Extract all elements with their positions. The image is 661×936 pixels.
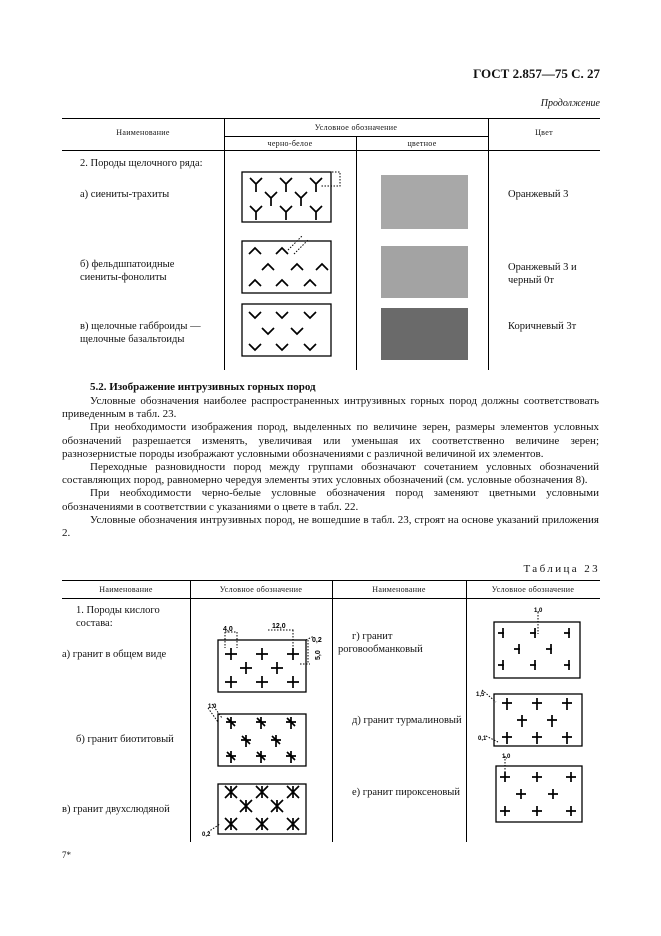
paragraph-3: Переходные разновидности пород между группами обозначают сочетанием условных обозначений составляющих пород, равномерно чередуя элементы этих условных обозначений (см. условные обозначения 8). bbox=[62, 461, 599, 487]
symbol-alkaline-gabbroid bbox=[236, 300, 336, 360]
section-body bbox=[62, 395, 599, 540]
dim-4-0: 4,0 bbox=[223, 626, 233, 633]
symbol-granite-hornblende bbox=[488, 604, 584, 682]
row-name-syenite: а) сиениты-трахиты bbox=[80, 189, 170, 200]
dim-1-0-d: 1,0 bbox=[534, 608, 543, 614]
symbol-granite-tourmaline bbox=[474, 686, 586, 752]
t23-row-granite-pyroxene: е) гранит пироксеновый bbox=[352, 787, 460, 798]
paragraph-5: Условные обозначения интрузивных пород, не вошедшие в табл. 23, строят на основе указаний приложения 2. bbox=[62, 513, 599, 540]
dim-1-0-f: 1,0 bbox=[502, 754, 511, 760]
group-title: 2. Породы щелочного ряда: bbox=[80, 158, 203, 169]
symbol-syenite-trachyte bbox=[236, 166, 348, 226]
dim-5-0: 5,0 bbox=[315, 650, 322, 660]
symbol-granite-pyroxene bbox=[490, 752, 586, 824]
row-name-gabbroid: в) щелочные габброиды — щелочные базальтоиды bbox=[80, 321, 201, 345]
t23-col-symbol-left: Условное обозначение bbox=[219, 585, 303, 594]
dim-1-0-b: 1,0 bbox=[208, 704, 217, 710]
color-name-phonolite: Оранжевый 3 и черный 0т bbox=[508, 262, 577, 286]
dim-1-5: 1,5 bbox=[476, 692, 485, 698]
t23-col-symbol-right: Условное обозначение bbox=[491, 585, 575, 594]
dim-0-2-c: 0,2 bbox=[202, 832, 211, 838]
t23-col-name-right: Наименование bbox=[372, 585, 426, 594]
paragraph-2: При необходимости изображения пород, выделенных по величине зерен, размеры элементов условных обозначений разрешается изменять, увеличивая или уменьшая их соответственно величине зерен; разнозернистые породы изображают условными обозначениями с различной величиной их элементов. bbox=[62, 421, 599, 460]
t23-row-granite-two-mica: в) гранит двухслюдяной bbox=[62, 804, 170, 815]
t23-col-name-left: Наименование bbox=[99, 585, 153, 594]
t23-row-granite-biotite: б) гранит биотитовый bbox=[76, 734, 174, 745]
t23-group-title: 1. Породы кислого состава: bbox=[76, 605, 160, 629]
symbol-granite-two-mica bbox=[200, 776, 312, 838]
col-header-bw: черно-белое bbox=[267, 139, 313, 148]
footer-mark: 7* bbox=[62, 850, 71, 860]
paragraph-1: Условные обозначения наиболее распространенных интрузивных горных пород должны соответствовать приведенным в табл. 23. bbox=[62, 395, 599, 421]
row-name-phonolite: б) фельдшпатоидные сиениты-фонолиты bbox=[80, 259, 175, 283]
col-header-color: Цвет bbox=[535, 128, 553, 137]
symbol-granite-general bbox=[200, 618, 328, 694]
swatch-gabbroid bbox=[381, 308, 468, 360]
t23-row-granite-hornblende: г) гранит роговообманковый bbox=[338, 631, 423, 655]
dim-0-1: 0,1 bbox=[478, 736, 487, 742]
swatch-phonolite bbox=[381, 246, 468, 298]
color-name-syenite: Оранжевый 3 bbox=[508, 189, 569, 200]
section-heading: 5.2. Изображение интрузивных горных пород bbox=[90, 381, 316, 393]
col-header-colored: цветное bbox=[407, 139, 437, 148]
t23-row-granite-general: а) гранит в общем виде bbox=[62, 649, 167, 660]
table-caption: Таблица 23 bbox=[523, 563, 600, 575]
t23-row-granite-tourmaline: д) гранит турмалиновый bbox=[352, 715, 462, 726]
color-name-gabbroid: Коричневый 3т bbox=[508, 321, 577, 332]
continuation-label: Продолжение bbox=[540, 98, 600, 109]
dim-0-2-a: 0,2 bbox=[312, 637, 322, 644]
paragraph-4: При необходимости черно-белые условные обозначения пород заменяют цветными условными обозначениями в соответствии с указаниями о цвете в табл. 22. bbox=[62, 487, 599, 513]
page-title: ГОСТ 2.857—75 С. 27 bbox=[473, 66, 600, 81]
col-header-symbol: Условное обозначение bbox=[314, 123, 398, 132]
col-header-name: Наименование bbox=[116, 128, 170, 137]
swatch-syenite bbox=[381, 175, 468, 229]
symbol-phonolite bbox=[236, 232, 348, 298]
dim-12-0: 12,0 bbox=[272, 623, 286, 630]
symbol-granite-biotite bbox=[206, 700, 316, 772]
